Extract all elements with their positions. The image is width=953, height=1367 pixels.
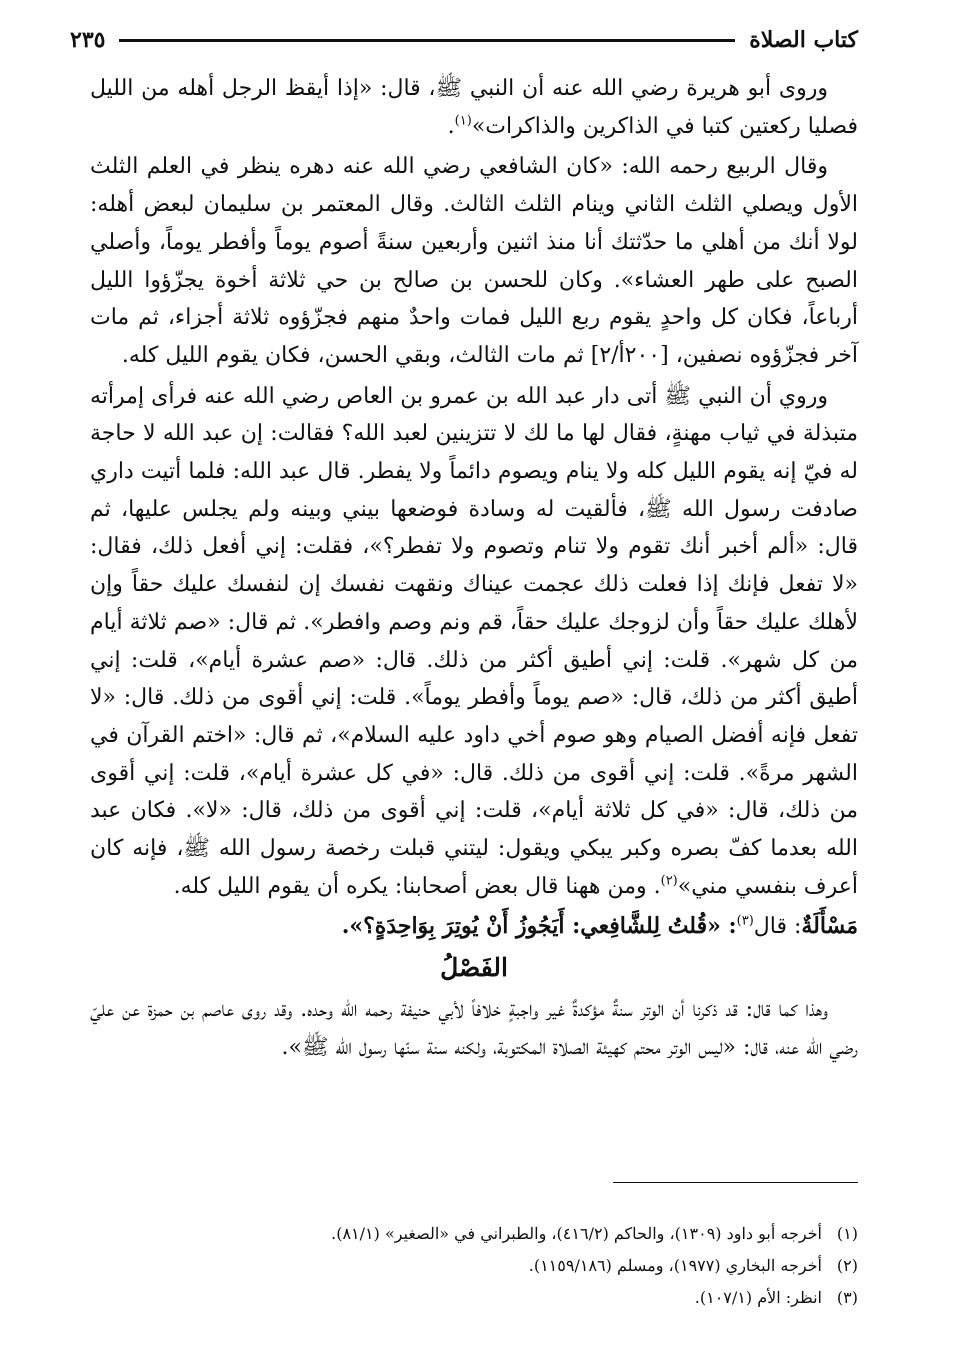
footnote-number: (٢) [836,1256,858,1275]
masala-pre: : قال [753,914,802,940]
footnote-ref: (٣) [736,914,754,930]
footnote-ref: (١) [454,113,472,129]
footnote-number: (١) [836,1224,858,1243]
footnote [90,1218,858,1250]
footnote-rule [613,1182,858,1183]
section-title: الفَصْلُ [440,953,508,983]
footnote-number: (٣) [836,1288,858,1307]
footnotes [90,1218,858,1314]
main-text [90,70,858,1069]
paragraph-text: وروى أبو هريرة رضي الله عنه أن النبي ﷺ، قال: «إذا أيقظ الرجل أهله من الليل فصليا ركعتين كتبا في الذاكرين والذاكرات» [90,76,858,139]
paragraph [90,378,858,906]
paragraph-tail: . ومن ههنا قال بعض أصحابنا: يكره أن يقوم الليل كله. [173,873,661,899]
header-rule [119,39,735,42]
running-head-title: كتاب الصلاة [749,27,858,53]
footnote-text: أخرجه البخاري (١٩٧٧)، ومسلم (١١٥٩/١٨٦). [528,1256,822,1275]
masala-quote: : «قُلتُ لِلشَّافِعي: أَيَجُوزُ أَنْ يُوتِرَ بِوَاحِدَةٍ؟». [341,913,737,940]
footnote-text: انظر: الأم (١٠٧/١). [694,1288,822,1307]
page-header [70,20,858,60]
paragraph [90,70,858,145]
footnote [90,1282,858,1314]
footnote-text: أخرجه أبو داود (١٣٠٩)، والحاكم (٤١٦/٢)، والطبراني في «الصغير» (٨١/١). [331,1224,822,1243]
paragraph-tail: . [447,113,455,139]
paragraph-text: وروي أن النبي ﷺ أتى دار عبد الله بن عمرو بن العاص رضي الله عنه فرأى إمرأته متبذلة في ثياب مهنةٍ، فقال لها ما لك لا تتزينين لعبد الله؟ فقالت: إن عبد الله لا حاجة له فيّ إنه يقوم الليل كله ولا ينام ويصوم دائماً ولا يفطر. قال عبد الله: فلما أتيت داري صادفت رسول الله ﷺ، فألقيت له وسادة فوضعها بيني وبينه ولم يجلس عليها، ثم قال: «ألم أخبر أنك تقوم ولا تنام وتصوم ولا تفطر؟»، فقلت: إني أفعل ذلك، فقال: «لا تفعل فإنك إذا فعلت ذلك عجمت عيناك ونقهت نفسك إن لنفسك عليك حقاً وإن لأهلك عليك حقاً وأن لزوجك عليك حقاً، قم ونم وصم وافطر». ثم قال: «صم ثلاثة أيام من كل شهر». قلت: إني أطيق أكثر من ذلك. قال: «صم عشرة أيام»، قلت: إني أطيق أكثر من ذلك، قال: «صم يوماً وأفطر يوماً». قلت: إني أقوى من ذلك. قال: «لا تفعل فإنه أفضل الصيام وهو صوم أخي داود عليه السلام»، ثم قال: «اختم القرآن في الشهر مرةً». قلت: إني أقوى من ذلك. قال: «في كل عشرة أيام»، قلت: إني أقوى من ذلك، قال: «في كل ثلاثة أيام»، قلت: إني أقوى من ذلك، قال: «لا». فكان عبد الله بعدما كفّ بصره وكبر يبكي ويقول: ليتني قبلت رخصة رسول الله ﷺ، فإنه كان أعرف بنفسي مني» [90,383,858,899]
masala-label: مَسْأَلَةٌ [801,913,858,940]
paragraph [90,148,858,374]
paragraph-text: وقال الربيع رحمه الله: «كان الشافعي رضي الله عنه دهره ينظر في العلم الثلث الأول ويصلي الثلث الثاني وينام الثلث الثالث. وقال المعتمر بن سليمان لبعض أهله: لولا أنك من أهلي ما حدّثتك أنا منذ اثنين وأربعين سنةً أصوم يوماً وأفطر يوماً، وأصلي الصبح على طهر العشاء». وكان للحسن بن صالح بن حي ثلاثة أخوة يجزّؤوا الليل أرباعاً، فكان كل واحدٍ يقوم ربع الليل فمات واحدٌ منهم فجزّؤوه ثلاثة أجزاء، ثم مات آخر فجزّؤوه نصفين، [٢٠٠أ/٢] ثم مات الثالث، وبقي الحسن، فكان يقوم الليل كله. [90,154,858,368]
footnote-ref: (٢) [660,873,678,889]
footnote [90,1250,858,1282]
page-number: ٢٣٥ [70,27,106,53]
masala-line [90,908,858,946]
paragraph: وهذا كما قال: قد ذكرنا أن الوتر سنةٌ مؤكدةٌ غير واجبةٍ خلافاً لأبي حنيفة رحمه الله وحده. وقد روى عاصم بن حمزة عن عليّ رضي الله عنه، قال: «ليس الوتر محتم كهيئة الصلاة المكتوبة، ولكنه سنة سنّها رسول الله ﷺ». [90,996,858,1060]
